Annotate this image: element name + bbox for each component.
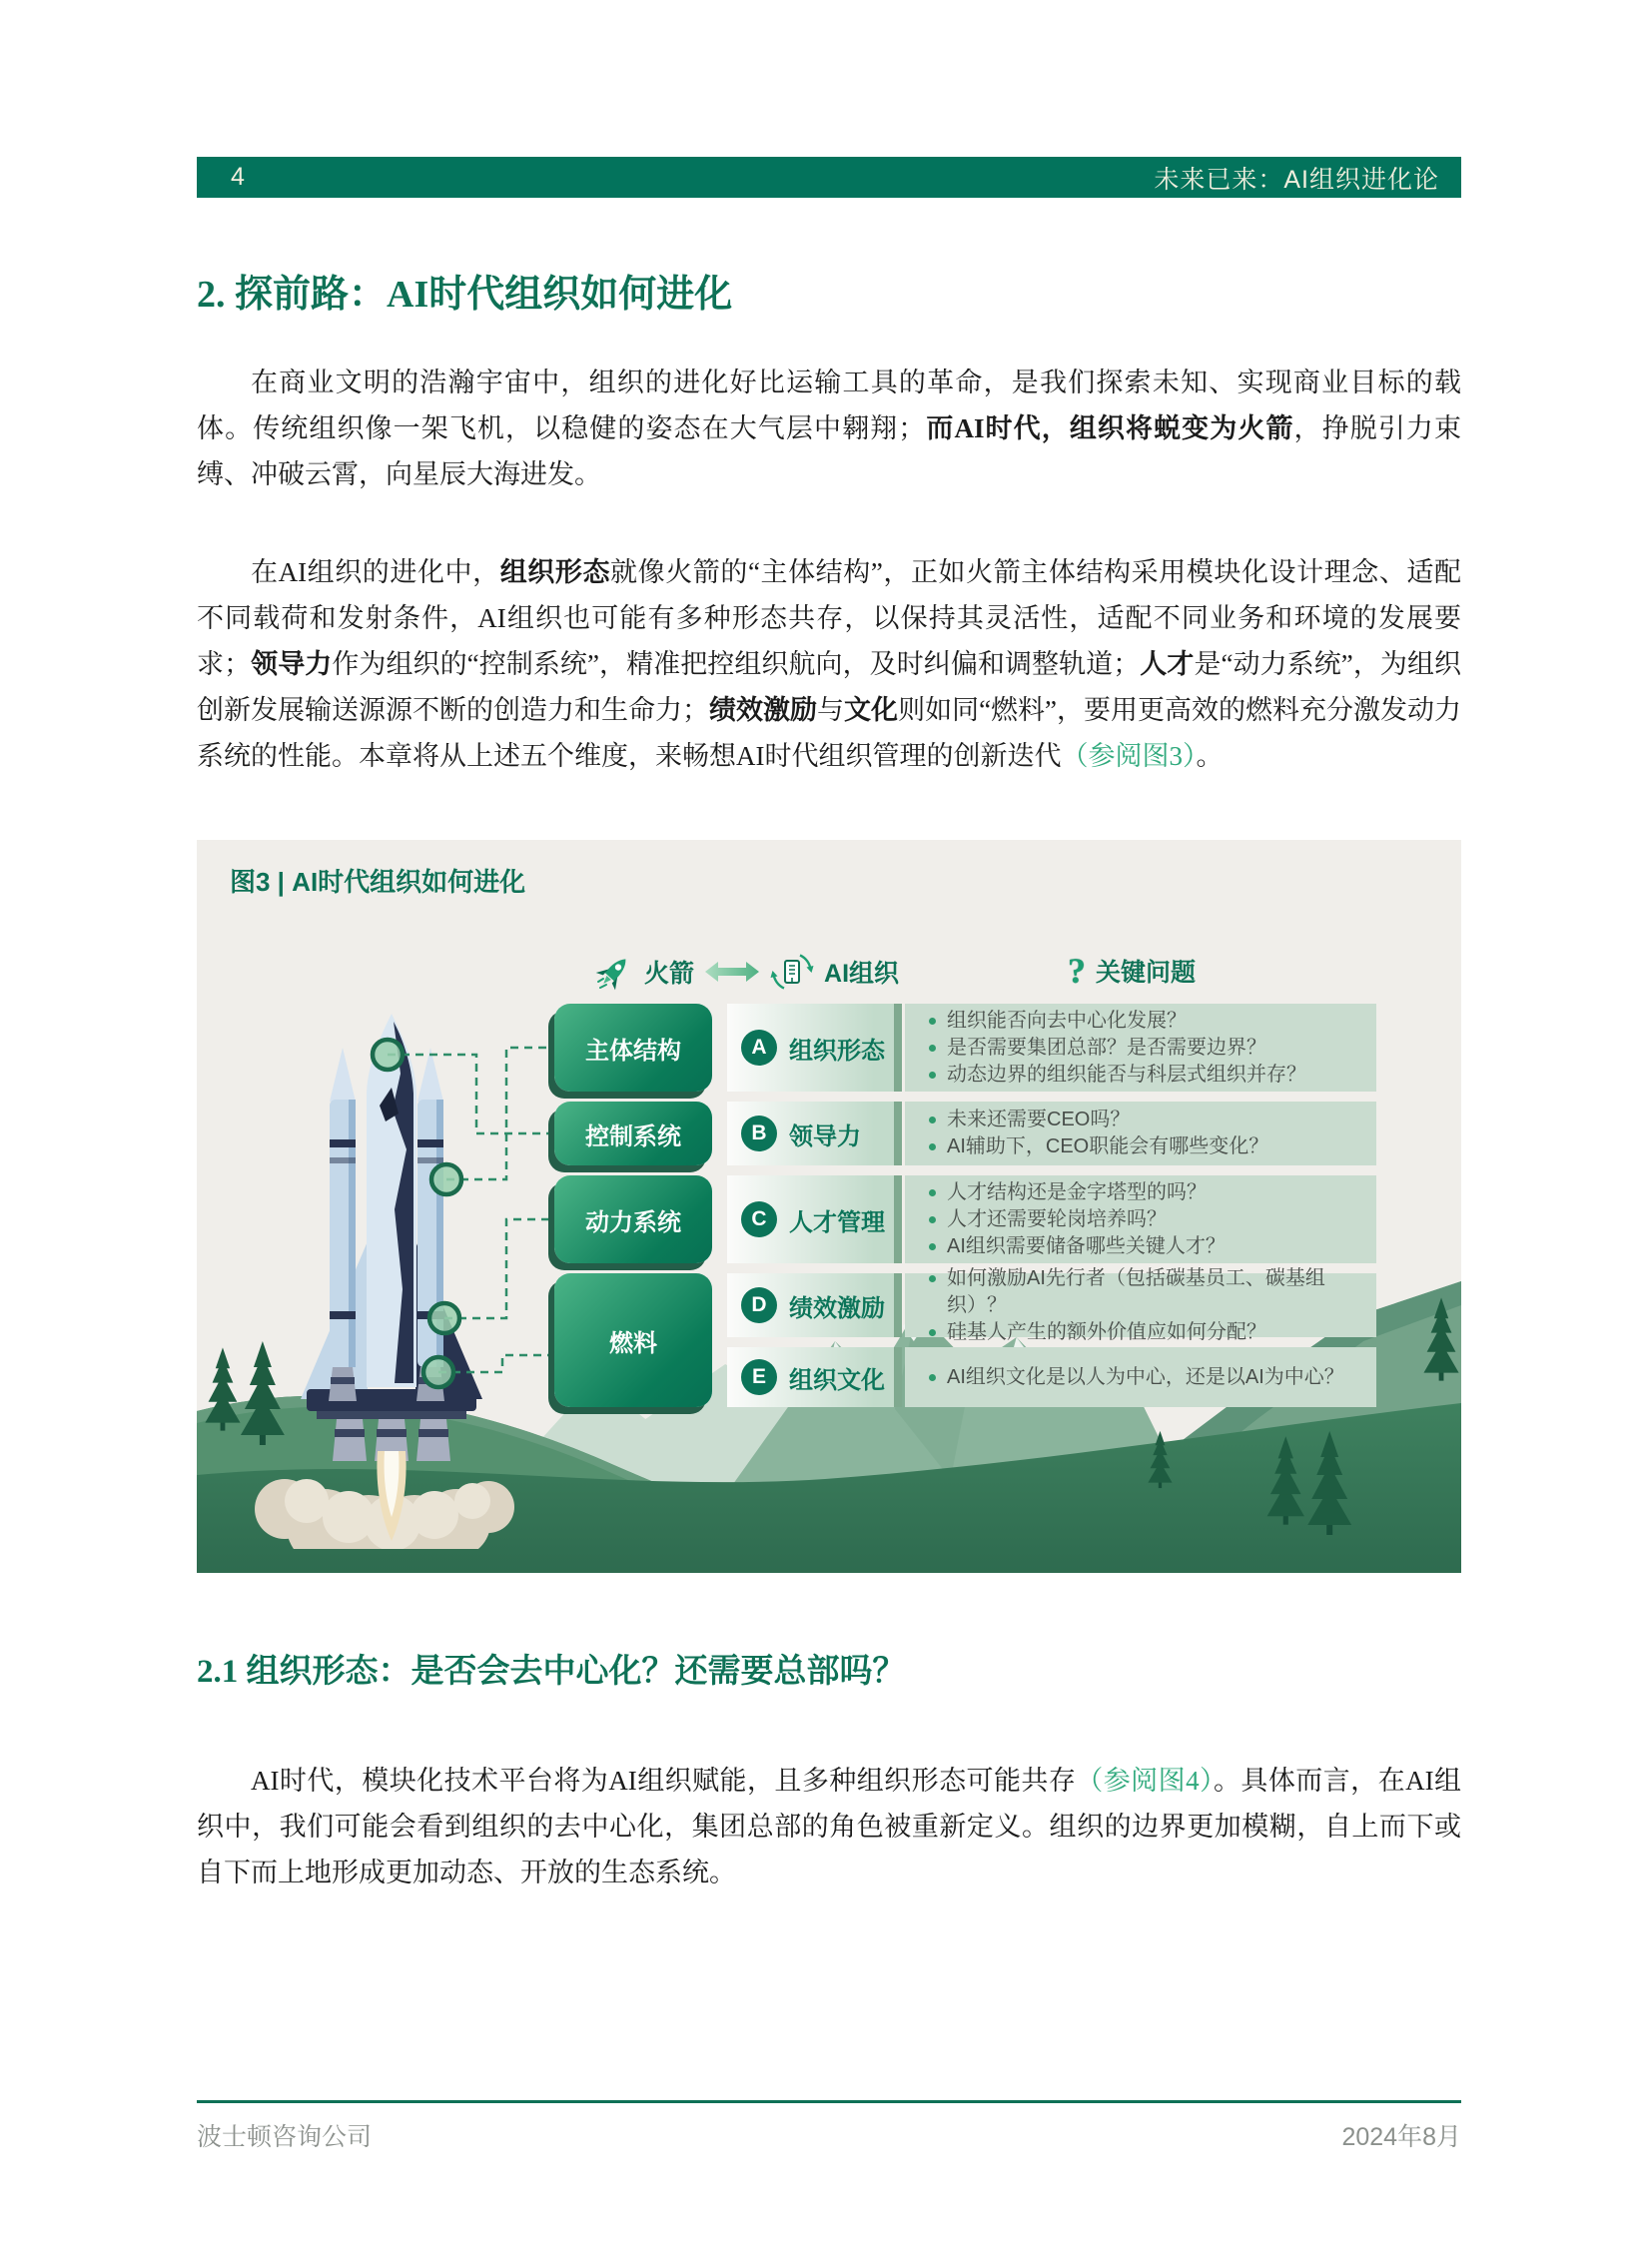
pill-power-system: 动力系统 — [554, 1175, 712, 1263]
question-item: 未来还需要CEO吗？ — [927, 1107, 1366, 1133]
table-row-b — [727, 1102, 1376, 1165]
subsection-heading: 2.1 组织形态：是否会去中心化？还需要总部吗？ — [197, 1654, 906, 1690]
figure-legend-right — [1068, 950, 1196, 992]
row-a-badge: A — [741, 1030, 777, 1066]
row-d-badge: D — [741, 1287, 777, 1323]
swap-arrow-icon — [704, 959, 760, 985]
legend-questions-label: 关键问题 — [1096, 959, 1197, 987]
table-row-d — [727, 1266, 1376, 1343]
question-item: 动态边界的组织能否与科层式组织并存？ — [927, 1062, 1366, 1089]
question-item: AI辅助下，CEO职能会有哪些变化？ — [927, 1133, 1366, 1160]
pill-main-structure: 主体结构 — [554, 1004, 712, 1092]
row-e-label-cell — [727, 1347, 902, 1407]
row-c-questions — [905, 1175, 1376, 1263]
question-item: 组织能否向去中心化发展？ — [927, 1008, 1366, 1035]
question-item: 是否需要集团总部？是否需要边界？ — [927, 1035, 1366, 1062]
question-item: 如何激励AI先行者（包括碳基员工、碳基组织）？ — [927, 1265, 1366, 1319]
row-d-questions — [905, 1266, 1376, 1343]
footer-date: 2024年8月 — [1341, 2123, 1461, 2151]
figure-title: 图3 | AI时代组织如何进化 — [230, 867, 526, 897]
org-building-icon — [770, 950, 814, 994]
row-a-label-cell — [727, 1004, 902, 1092]
question-item: AI组织文化是以人为中心，还是以AI为中心？ — [927, 1364, 1366, 1391]
paragraph-1: 在商业文明的浩瀚宇宙中，组织的进化好比运输工具的革命，是我们探索未知、实现商业目标的载体。传统组织像一架飞机，以稳健的姿态在大气层中翱翔；而AI时代，组织将蜕变为火箭，挣脱引力束缚、冲破云霄，向星辰大海进发。 — [197, 368, 1461, 489]
question-item: 人才还需要轮岗培养吗？ — [927, 1206, 1366, 1233]
question-item: 硅基人产生的额外价值应如何分配？ — [927, 1319, 1366, 1346]
header-title: 未来已来：AI组织进化论 — [1154, 165, 1439, 194]
footer-company: 波士顿咨询公司 — [197, 2123, 373, 2151]
row-a-label: 组织形态 — [789, 1037, 885, 1065]
row-a-questions — [905, 1004, 1376, 1092]
rocket-icon — [594, 952, 634, 992]
pill-control-system: 控制系统 — [554, 1102, 712, 1165]
page-header — [197, 157, 1461, 198]
question-item: AI组织需要储备哪些关键人才？ — [927, 1233, 1366, 1260]
row-e-questions — [905, 1347, 1376, 1407]
section-heading: 2. 探前路：AI时代组织如何进化 — [197, 274, 733, 316]
table-row-e — [727, 1347, 1376, 1407]
figure-legend-left — [594, 950, 899, 994]
row-b-label-cell — [727, 1102, 902, 1165]
row-c-label-cell — [727, 1175, 902, 1263]
table-row-c — [727, 1175, 1376, 1263]
row-b-questions — [905, 1102, 1376, 1165]
pill-fuel: 燃料 — [554, 1273, 712, 1407]
row-b-label: 领导力 — [789, 1122, 861, 1150]
question-mark-icon: ? — [1068, 951, 1086, 991]
row-d-label-cell — [727, 1273, 902, 1337]
figure-3 — [197, 840, 1461, 1573]
row-e-badge: E — [741, 1359, 777, 1395]
row-c-label: 人才管理 — [789, 1208, 885, 1236]
legend-ai-org-label: AI组织 — [824, 960, 900, 988]
page-number: 4 — [231, 163, 245, 191]
mapping-table — [554, 1004, 1376, 1407]
page-footer — [197, 2117, 1461, 2153]
paragraph-3: AI时代，模块化技术平台将为AI组织赋能，且多种组织形态可能共存（参阅图4）。具体而言，在AI组织中，我们可能会看到组织的去中心化，集团总部的角色被重新定义。组织的边界更加模糊，自上而下或自下而上地形成更加动态、开放的生态系统。 — [197, 1766, 1462, 1887]
row-e-label: 组织文化 — [789, 1366, 885, 1394]
row-b-badge: B — [741, 1116, 777, 1151]
table-row-a — [727, 1004, 1376, 1092]
footer-divider — [197, 2100, 1461, 2103]
paragraph-2: 在AI组织的进化中，组织形态就像火箭的“主体结构”，正如火箭主体结构采用模块化设计理念、适配不同载荷和发射条件，AI组织也可能有多种形态共存，以保持其灵活性，适配不同业务和环境的发展要求；领导力作为组织的“控制系统”，精准把控组织航向，及时纠偏和调整轨道；人才是“动力系统”，为组织创新发展输送源源不断的创造力和生命力；绩效激励与文化则如同“燃料”，要用更高效的燃料充分激发动力系统的性能。本章将从上述五个维度，来畅想AI时代组织管理的创新迭代（参阅图3）。 — [197, 557, 1462, 771]
row-d-label: 绩效激励 — [789, 1294, 885, 1322]
question-item: 人才结构还是金字塔型的吗？ — [927, 1179, 1366, 1206]
legend-rocket-label: 火箭 — [644, 960, 695, 988]
row-c-badge: C — [741, 1201, 777, 1237]
